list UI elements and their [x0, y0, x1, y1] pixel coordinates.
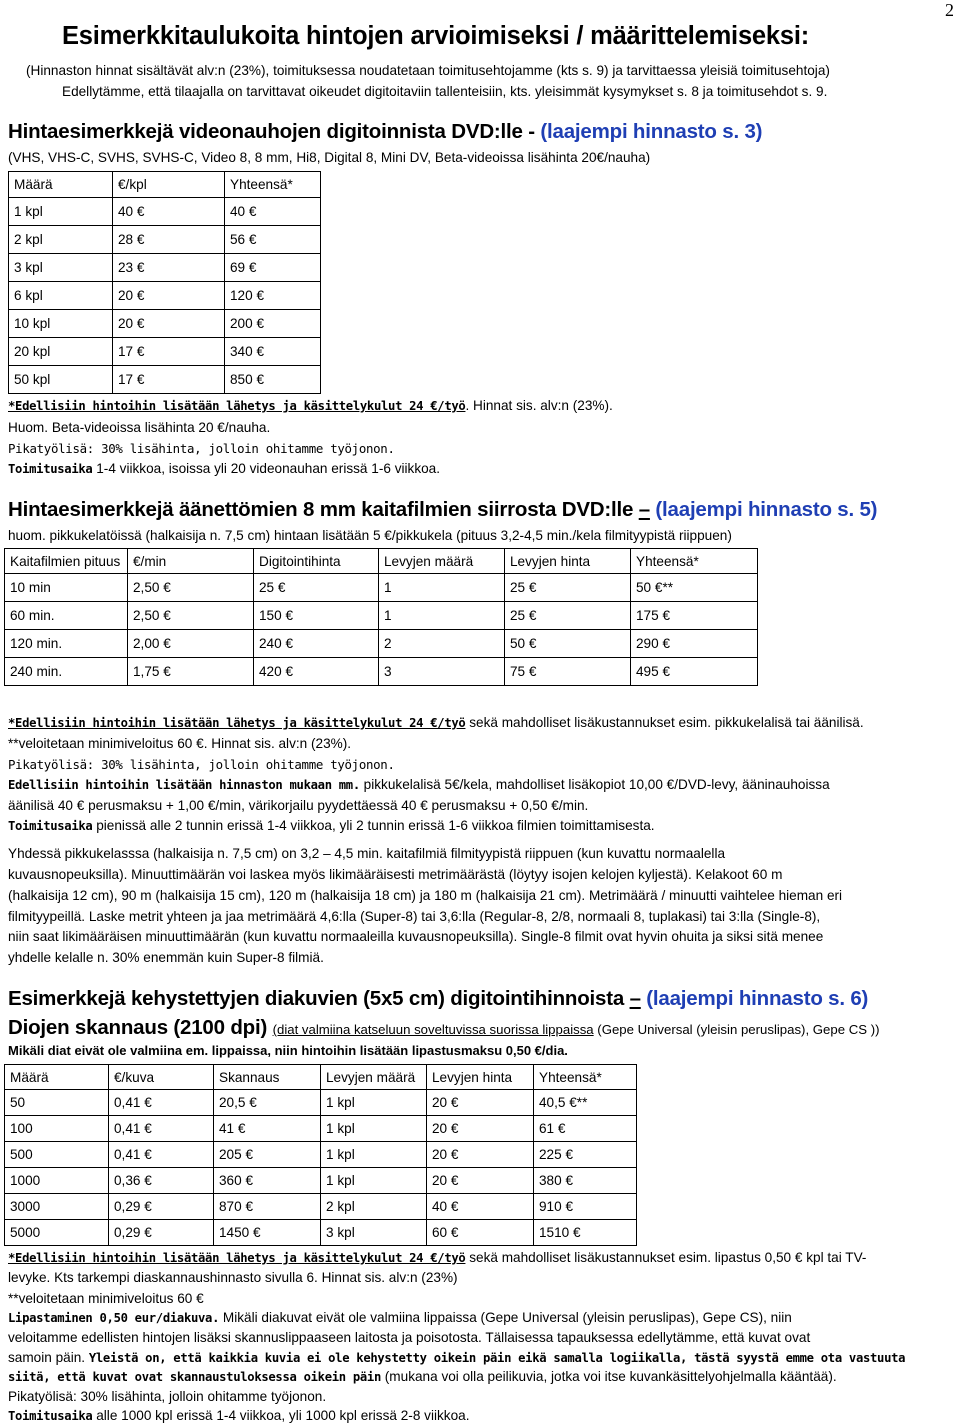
table-cell: 2 kpl: [9, 226, 113, 254]
table-cell: 1 kpl: [321, 1090, 427, 1116]
table-row: [9, 198, 321, 226]
table-cell: 20,5 €: [214, 1090, 321, 1116]
table-header-cell: Digitointihinta: [254, 549, 379, 574]
table-cell: 495 €: [631, 658, 758, 686]
film-note-minimum: **veloitetaan minimiveloitus 60 €. Hinnat sis. alv:n (23%).: [8, 736, 352, 751]
video-subtitle: (VHS, VHS-C, SVHS, SVHS-C, Video 8, 8 mm, Hi8, Digital 8, Mini DV, Beta-videoissa lisähinta 20€/nauha): [8, 150, 651, 165]
film-note-shipping: *Edellisiin hintoihin lisätään lähetys ja käsittelykulut 24 €/työ sekä mahdolliset lisäkustannukset esim. pikkukelalisä tai äänilisä.: [8, 715, 864, 730]
table-cell: 120 min.: [5, 630, 128, 658]
table-cell: 3: [379, 658, 505, 686]
slides-note-delivery: Toimitusaika alle 1000 kpl erissä 1-4 viikkoa, yli 1000 kpl erissä 2-8 viikkoa.: [8, 1408, 470, 1423]
table-row: [5, 1194, 637, 1220]
table-cell: 5000: [5, 1220, 109, 1246]
table-cell: 1: [379, 602, 505, 630]
table-cell: 20 €: [427, 1116, 534, 1142]
slides-note-orientation-2: siitä, että kuvat ovat skannaustuloksessa oikein päin (mukana voi olla peilikuvia, jotka voi itse kuvankäsittelyohjelmalla kääntää).: [8, 1369, 837, 1384]
table-cell: 20 €: [113, 282, 225, 310]
table-row: [9, 254, 321, 282]
table-cell: 2 kpl: [321, 1194, 427, 1220]
table-row: [5, 574, 758, 602]
table-cell: 3000: [5, 1194, 109, 1220]
slides-note-orientation: samoin päin. Yleistä on, että kaikkia kuvia ei ole kehystetty oikein päin eikä samalla logiikalla, tästä syystä emme ota vastuuta: [8, 1350, 906, 1365]
video-note-shipping: *Edellisiin hintoihin lisätään lähetys ja käsittelykulut 24 €/työ. Hinnat sis. alv:n (23%).: [8, 398, 613, 413]
slides-subheading: Diojen skannaus (2100 dpi) (diat valmiina katseluun soveltuvissa suorissa lippaissa (Gepe Universal (yleisin peruslipas), Gepe CS )): [8, 1016, 880, 1039]
table-cell: 17 €: [113, 366, 225, 394]
table-cell: 0,41 €: [109, 1090, 214, 1116]
table-cell: 6 kpl: [9, 282, 113, 310]
table-cell: 50: [5, 1090, 109, 1116]
film-info-line: kuvausnopeuksilla). Minuuttimäärän voi laskea myös likimääräisesti metrimäärästä (löytyy isojen kelojen kyljestä). Kelakoot 60 m: [8, 867, 783, 882]
table-cell: 41 €: [214, 1116, 321, 1142]
table-cell: 0,41 €: [109, 1116, 214, 1142]
slides-section-heading: Esimerkkejä kehystettyjen diakuvien (5x5 cm) digitointihinnoista – (laajempi hinnasto s. 6): [8, 987, 869, 1010]
table-cell: 225 €: [534, 1142, 637, 1168]
table-header-row: [5, 549, 758, 574]
table-cell: 20 kpl: [9, 338, 113, 366]
film-price-list-link[interactable]: (laajempi hinnasto s. 5): [649, 498, 878, 521]
table-header-cell: €/min: [128, 549, 254, 574]
table-row: [5, 658, 758, 686]
video-heading-text: Hintaesimerkkejä videonauhojen digitoinnista DVD:lle -: [8, 120, 541, 143]
table-cell: 20 €: [427, 1142, 534, 1168]
table-cell: 290 €: [631, 630, 758, 658]
table-cell: 870 €: [214, 1194, 321, 1220]
film-info-line: yhdelle kelalle n. 30% enemmän kuin Super-8 filmiä.: [8, 950, 324, 965]
table-header-cell: Määrä: [9, 172, 113, 198]
slides-note-minimum: **veloitetaan minimiveloitus 60 €: [8, 1291, 204, 1306]
table-cell: 2: [379, 630, 505, 658]
table-cell: 50 €**: [631, 574, 758, 602]
table-row: [5, 1090, 637, 1116]
table-cell: 25 €: [254, 574, 379, 602]
table-cell: 10 kpl: [9, 310, 113, 338]
table-cell: 50 €: [505, 630, 631, 658]
table-cell: 75 €: [505, 658, 631, 686]
table-cell: 20 €: [427, 1168, 534, 1194]
table-header-cell: Levyjen määrä: [379, 549, 505, 574]
table-cell: 1 kpl: [321, 1168, 427, 1194]
table-cell: 1450 €: [214, 1220, 321, 1246]
table-row: [5, 1168, 637, 1194]
table-cell: 910 €: [534, 1194, 637, 1220]
table-header-cell: Levyjen määrä: [321, 1065, 427, 1090]
film-subtitle: huom. pikkukelatöissä (halkaisija n. 7,5 cm) hintaan lisätään 5 €/pikkukela (pituus 3,2-4,5 min./kela filmityypistä riippuen): [8, 528, 732, 543]
table-cell: 60 €: [427, 1220, 534, 1246]
film-info-line: filmityypeillä. Laske metrit yhteen ja jaa metrimäärä 4,6:lla (Super-8) tai 3,6:lla (Regular-8, 2/8, normaali 8, tuplakasi) tai 3:lla (Single-8),: [8, 909, 821, 924]
table-header-row: [5, 1065, 637, 1090]
table-cell: 17 €: [113, 338, 225, 366]
table-cell: 23 €: [113, 254, 225, 282]
table-cell: 120 €: [225, 282, 321, 310]
table-header-cell: Skannaus: [214, 1065, 321, 1090]
table-row: [9, 338, 321, 366]
table-cell: 28 €: [113, 226, 225, 254]
table-cell: 40 €: [113, 198, 225, 226]
film-note-audio: äänilisä 40 € perusmaksu + 1,00 €/min, värikorjailu pyydettäessä 40 € perusmaksu + 0,50 €/min.: [8, 798, 589, 813]
table-cell: 2,50 €: [128, 602, 254, 630]
table-cell: 40,5 €**: [534, 1090, 637, 1116]
table-cell: 10 min: [5, 574, 128, 602]
table-cell: 1 kpl: [321, 1142, 427, 1168]
video-price-list-link[interactable]: (laajempi hinnasto s. 3): [540, 120, 763, 143]
film-heading-text: Hintaesimerkkejä äänettömien 8 mm kaitafilmien siirrosta DVD:lle: [8, 498, 639, 521]
table-cell: 69 €: [225, 254, 321, 282]
table-cell: 205 €: [214, 1142, 321, 1168]
table-row: [5, 602, 758, 630]
film-price-table: [4, 548, 758, 686]
video-note-delivery: Toimitusaika 1-4 viikkoa, isoissa yli 20 videonauhan erissä 1-6 viikkoa.: [8, 461, 441, 476]
table-cell: 2,50 €: [128, 574, 254, 602]
film-note-rush: Pikatyölisä: 30% lisähinta, jolloin ohitamme työjonon.: [8, 757, 395, 772]
video-note-beta: Huom. Beta-videoissa lisähinta 20 €/nauha.: [8, 420, 271, 435]
table-cell: 1 kpl: [9, 198, 113, 226]
table-cell: 1 kpl: [321, 1116, 427, 1142]
page-title: Esimerkkitaulukoita hintojen arvioimiseksi / määrittelemiseksi:: [62, 22, 810, 50]
table-cell: 3 kpl: [321, 1220, 427, 1246]
table-cell: 40 €: [225, 198, 321, 226]
table-cell: 2,00 €: [128, 630, 254, 658]
table-cell: 25 €: [505, 602, 631, 630]
table-cell: 60 min.: [5, 602, 128, 630]
table-cell: 240 min.: [5, 658, 128, 686]
slides-note-cartridge-2: veloitamme edellisten hintojen lisäksi skannuslippaaseen laitosta ja poisotosta. Tällaisessa tapauksessa edellytämme, että kuvat ovat: [8, 1330, 811, 1345]
table-cell: 56 €: [225, 226, 321, 254]
table-row: [5, 630, 758, 658]
table-cell: 0,41 €: [109, 1142, 214, 1168]
slides-note-cartridge: Lipastaminen 0,50 eur/diakuva. Mikäli diakuvat eivät ole valmiina lippaissa (Gepe Universal (yleisin peruslipas), Gepe CS), niin: [8, 1310, 792, 1325]
table-cell: 340 €: [225, 338, 321, 366]
film-info-line: Yhdessä pikkukelasssa (halkaisija n. 7,5 cm) on 3,2 – 4,5 min. kaitafilmiä filmityypistä riippuen (kun kuvattu normaalella: [8, 846, 726, 861]
table-cell: 1000: [5, 1168, 109, 1194]
table-row: [9, 226, 321, 254]
table-cell: 175 €: [631, 602, 758, 630]
table-cell: 1510 €: [534, 1220, 637, 1246]
table-cell: 61 €: [534, 1116, 637, 1142]
video-note-rush: Pikatyölisä: 30% lisähinta, jolloin ohitamme työjonon.: [8, 441, 395, 456]
film-info-line: niin saat likimääräisen minuuttimäärän (kun kuvattu normaaleilla kuvausnopeuksilla). Single-8 filmit ovat hyvin ohuita ja siksi sitä menee: [8, 929, 824, 944]
video-price-table: [8, 171, 321, 394]
table-header-cell: €/kpl: [113, 172, 225, 198]
intro-line-1: (Hinnaston hinnat sisältävät alv:n (23%), toimituksessa noudatetaan toimitusehtojamme (kts s. 9) ja tarvittaessa yleisiä toimitusehtoja): [26, 63, 830, 78]
table-cell: 1: [379, 574, 505, 602]
slides-note-reference: levyke. Kts tarkempi diaskannaushinnasto sivulla 6. Hinnat sis. alv:n (23%): [8, 1270, 458, 1285]
film-info-line: (halkaisija 12 cm), 90 m (halkaisija 15 cm), 120 m (halkaisija 18 cm) ja 180 m (halkaisija 21 cm). Metrimäärä / minuutti vaihtelee hieman eri: [8, 888, 843, 903]
table-cell: 25 €: [505, 574, 631, 602]
table-cell: 150 €: [254, 602, 379, 630]
table-row: [5, 1142, 637, 1168]
table-cell: 420 €: [254, 658, 379, 686]
table-row: [9, 366, 321, 394]
video-section-heading: [8, 120, 954, 144]
intro-line-2: Edellytämme, että tilaajalla on tarvittavat oikeudet digitoitaviin tallenteisiin, kts. yleisimmät kysymykset s. 8 ja toimitusehdot s. 9.: [62, 84, 828, 99]
table-header-cell: Yhteensä*: [534, 1065, 637, 1090]
film-note-extras: Edellisiin hintoihin lisätään hinnaston mukaan mm. pikkukelalisä 5€/kela, mahdolliset lisäkopiot 10,00 €/DVD-levy, ääninauhoissa: [8, 777, 830, 792]
slides-warning: Mikäli diat eivät ole valmiina em. lippaissa, niin hintoihin lisätään lipastusmaksu 0,50 €/dia.: [8, 1043, 568, 1058]
table-cell: 850 €: [225, 366, 321, 394]
table-row: [9, 282, 321, 310]
table-header-cell: Määrä: [5, 1065, 109, 1090]
table-header-row: [9, 172, 321, 198]
table-cell: 20 €: [113, 310, 225, 338]
table-cell: 50 kpl: [9, 366, 113, 394]
table-cell: 3 kpl: [9, 254, 113, 282]
table-cell: 20 €: [427, 1090, 534, 1116]
table-header-cell: Yhteensä*: [225, 172, 321, 198]
table-cell: 0,29 €: [109, 1194, 214, 1220]
table-header-cell: Kaitafilmien pituus: [5, 549, 128, 574]
table-row: [9, 310, 321, 338]
table-cell: 360 €: [214, 1168, 321, 1194]
table-cell: 0,36 €: [109, 1168, 214, 1194]
table-cell: 500: [5, 1142, 109, 1168]
table-cell: 1,75 €: [128, 658, 254, 686]
table-header-cell: Levyjen hinta: [505, 549, 631, 574]
table-cell: 240 €: [254, 630, 379, 658]
slides-price-list-link[interactable]: (laajempi hinnasto s. 6): [640, 987, 869, 1010]
table-cell: 200 €: [225, 310, 321, 338]
slides-note-shipping: *Edellisiin hintoihin lisätään lähetys ja käsittelykulut 24 €/työ sekä mahdolliset lisäkustannukset esim. lipastus 0,50 € kpl tai TV-: [8, 1250, 867, 1265]
table-header-cell: €/kuva: [109, 1065, 214, 1090]
table-row: [5, 1220, 637, 1246]
table-header-cell: Yhteensä*: [631, 549, 758, 574]
slides-heading-text: Esimerkkejä kehystettyjen diakuvien (5x5 cm) digitointihinnoista: [8, 987, 630, 1010]
table-cell: 0,29 €: [109, 1220, 214, 1246]
page-number: 2: [945, 0, 954, 20]
table-header-cell: Levyjen hinta: [427, 1065, 534, 1090]
table-cell: 100: [5, 1116, 109, 1142]
table-cell: 380 €: [534, 1168, 637, 1194]
table-row: [5, 1116, 637, 1142]
table-cell: 40 €: [427, 1194, 534, 1220]
slides-price-table: [4, 1064, 637, 1246]
film-section-heading: Hintaesimerkkejä äänettömien 8 mm kaitafilmien siirrosta DVD:lle – (laajempi hinnasto s. 5): [8, 498, 878, 521]
slides-note-rush: Pikatyölisä: 30% lisähinta, jolloin ohitamme työjonon.: [8, 1389, 327, 1404]
film-note-delivery: Toimitusaika pienissä alle 2 tunnin erissä 1-4 viikkoa, yli 2 tunnin erissä 1-6 viikkoa filmien toimittamisesta.: [8, 818, 655, 833]
